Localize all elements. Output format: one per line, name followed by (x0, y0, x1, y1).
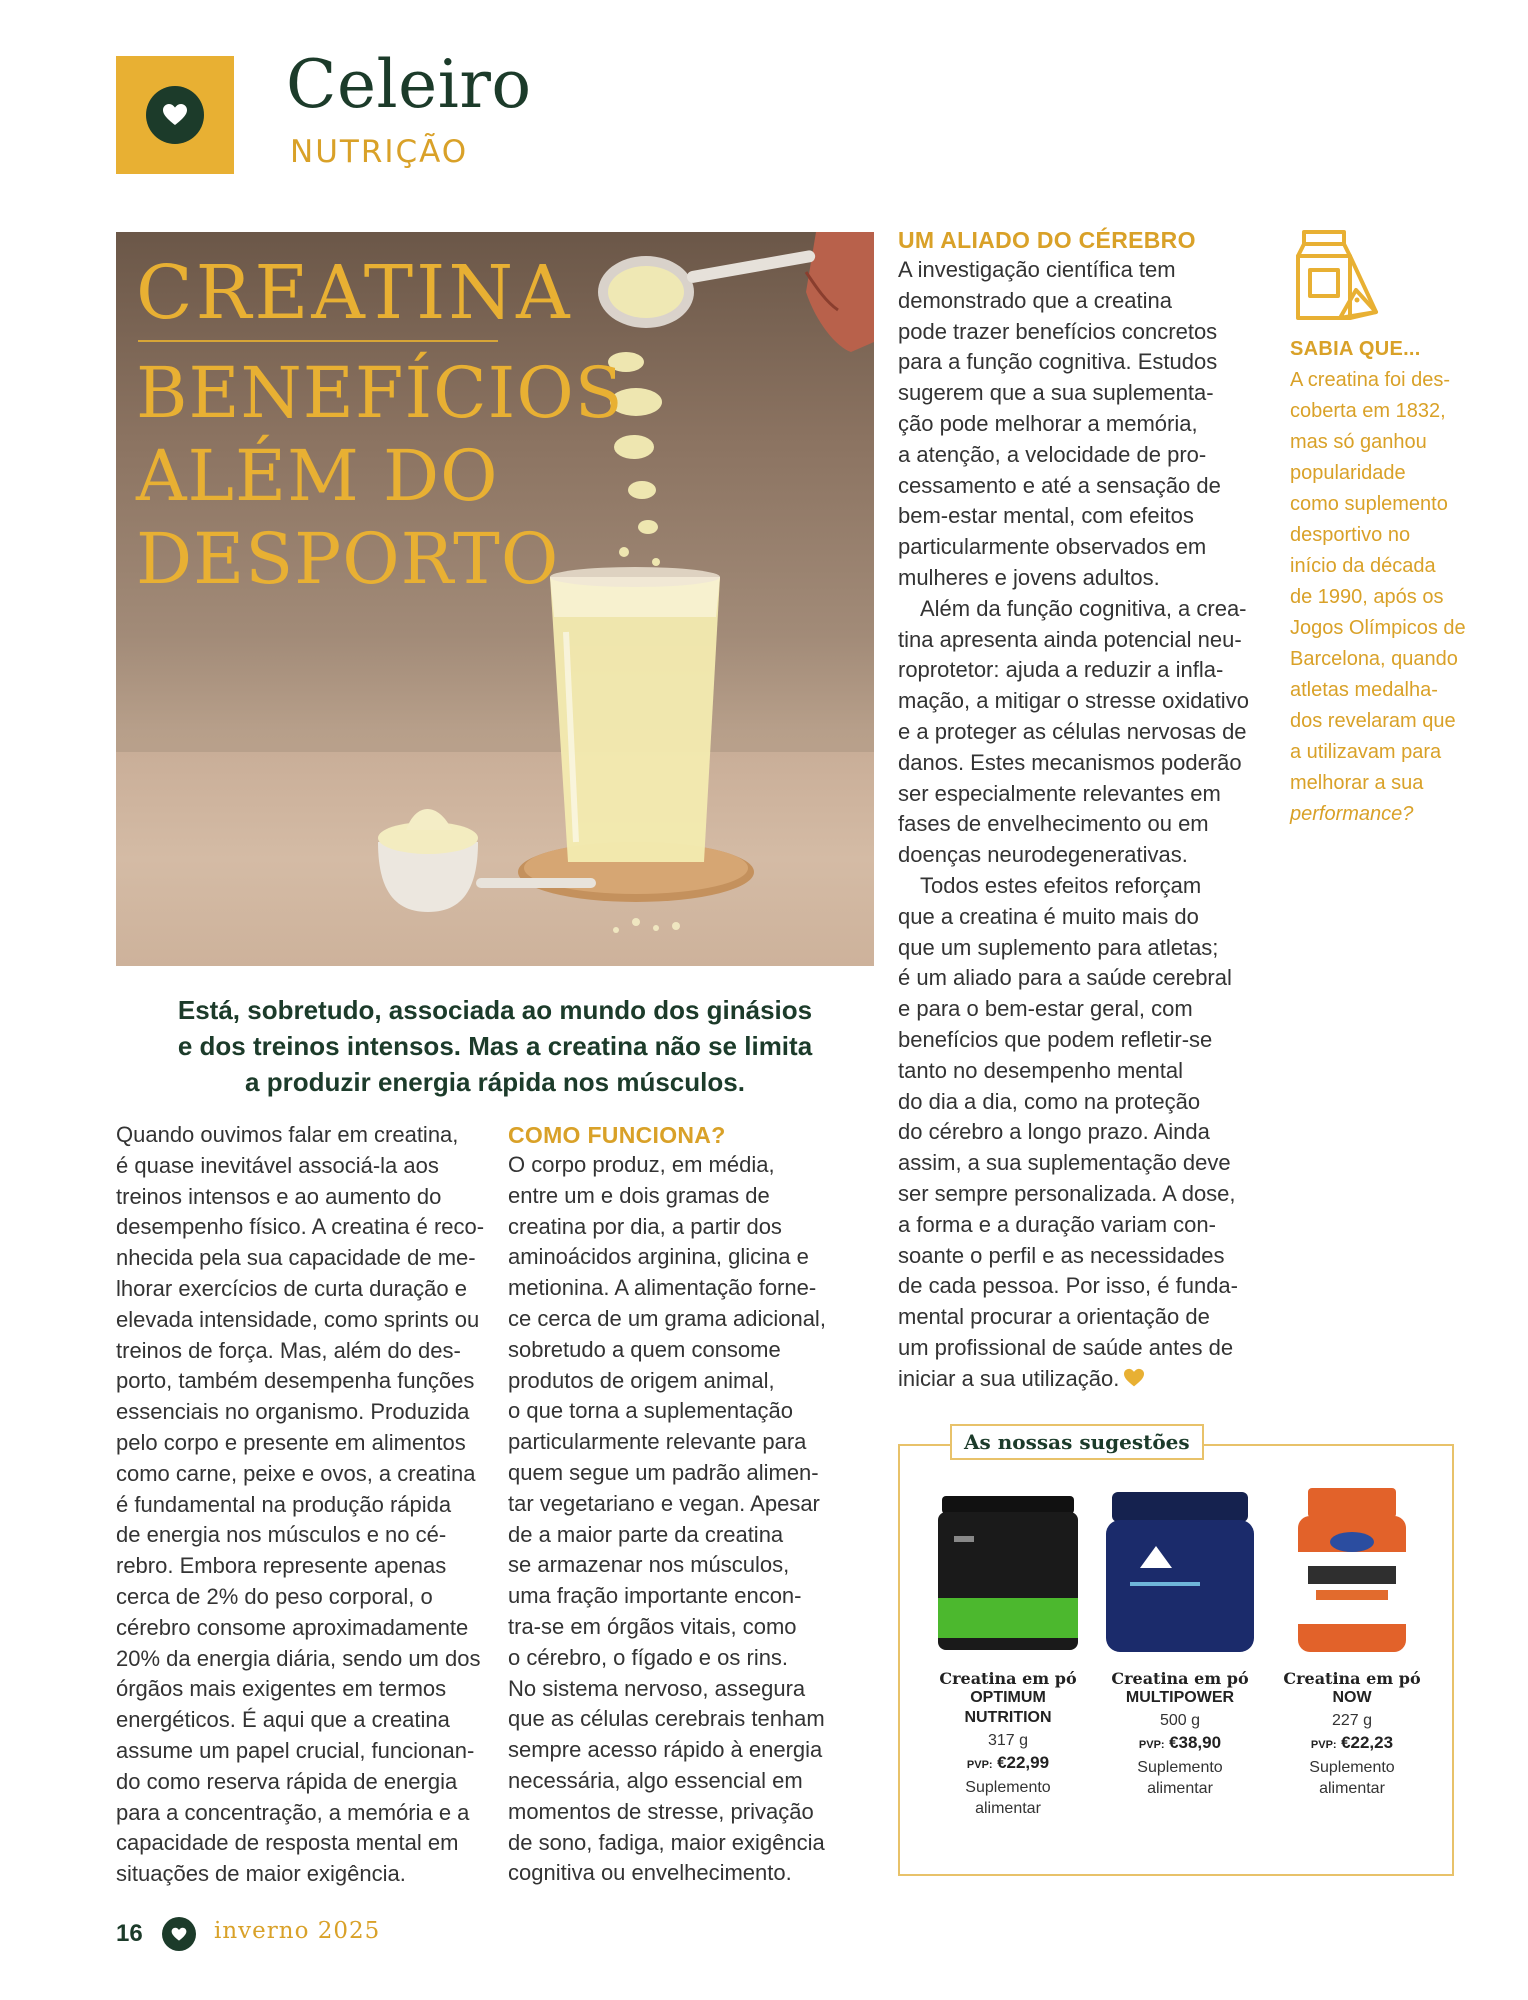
pvp-label: PVP: (1310, 1739, 1337, 1751)
text-line: nhecida pela sua capacidade de me- (116, 1245, 476, 1271)
product-multipower-image (1100, 1486, 1260, 1656)
hero-subtitle-line: ALÉM DO (136, 435, 499, 517)
text-line: bem-estar mental, com efeitos (898, 503, 1194, 529)
sidebar-line: desportivo no (1290, 524, 1411, 546)
text-line: mulheres e jovens adultos. (898, 564, 1160, 590)
product-card[interactable] (1272, 1486, 1432, 1798)
text-line: a atenção, a velocidade de pro- (898, 441, 1207, 467)
text-line: assume um papel crucial, funcionan- (116, 1737, 475, 1763)
text-line: ce cerca de um grama adicional, (508, 1305, 826, 1331)
text-line: mental procurar a orientação de (898, 1304, 1210, 1330)
section-label: NUTRIÇÃO (290, 134, 469, 170)
text-line: No sistema nervoso, assegura (508, 1675, 806, 1701)
product-card[interactable] (1100, 1486, 1260, 1798)
text-line: 20% da energia diária, sendo um dos (116, 1645, 481, 1671)
text-line: cerca de 2% do peso corporal, o (116, 1583, 433, 1609)
hero-divider (138, 340, 498, 342)
text-line: rebro. Embora represente apenas (116, 1553, 447, 1579)
sidebar-line: dos revelaram que (1290, 710, 1456, 732)
pvp-label: PVP: (966, 1759, 993, 1771)
lead-paragraph (116, 992, 874, 1100)
milk-carton-icon (1290, 228, 1382, 322)
product-price (1100, 1732, 1260, 1756)
sidebar-line: performance? (1290, 803, 1414, 825)
heart-icon (162, 103, 188, 127)
sidebar-line: A creatina foi des- (1290, 369, 1451, 391)
product-type: Suplemento (1309, 1759, 1395, 1776)
product-type: alimentar (1319, 1780, 1385, 1797)
product-type: Suplemento (1137, 1759, 1223, 1776)
hero-subtitle (136, 352, 624, 601)
section-heading: UM ALIADO DO CÉREBRO (898, 227, 1196, 253)
text-line: benefícios que podem refletir-se (898, 1026, 1213, 1052)
suggestions-box (898, 1430, 1454, 1876)
text-line-end: iniciar a sua utilização. (898, 1365, 1120, 1391)
text-line: treinos intensos e ao aumento do (116, 1183, 442, 1209)
text-line: tra-se em órgãos vitais, como (508, 1613, 797, 1639)
text-line: um profissional de saúde antes de (898, 1334, 1234, 1360)
product-name: Creatina em pó (939, 1669, 1077, 1688)
text-line: de energia nos músculos e no cé- (116, 1522, 447, 1548)
text-line: A investigação científica tem (898, 257, 1176, 282)
text-line: do cérebro a longo prazo. Ainda (898, 1119, 1210, 1145)
sidebar-line: popularidade (1290, 462, 1406, 484)
text-line: como carne, peixe e ovos, a creatina (116, 1460, 476, 1486)
text-line: assim, a sua suplementação deve (898, 1150, 1231, 1176)
body-column-1 (116, 1120, 496, 1890)
text-line: aminoácidos arginina, glicina e (508, 1244, 809, 1270)
text-line: entre um e dois gramas de (508, 1182, 770, 1208)
text-line: Além da função cognitiva, a crea- (920, 595, 1247, 621)
product-price (928, 1752, 1088, 1776)
text-line: necessária, algo essencial em (508, 1767, 803, 1793)
text-line: pode trazer benefícios concretos (898, 318, 1218, 344)
text-line: para a concentração, a memória e a (116, 1799, 470, 1825)
text-line: cessamento e até a sensação de (898, 472, 1221, 498)
text-line: ser sempre personalizada. A dose, (898, 1180, 1236, 1206)
product-size: 227 g (1331, 1712, 1373, 1729)
hero-title: CREATINA (136, 250, 573, 336)
text-line: é quase inevitável associá-la aos (116, 1152, 439, 1178)
heart-icon (1123, 1368, 1145, 1388)
text-line: demonstrado que a creatina (898, 287, 1172, 313)
issue-season: inverno 2025 (214, 1918, 381, 1944)
sidebar-line: atletas medalha- (1290, 679, 1438, 701)
product-name: Creatina em pó (1283, 1669, 1421, 1688)
heart-logo-circle (146, 86, 204, 144)
text-line: Quando ouvimos falar em creatina, (116, 1122, 459, 1147)
text-line: lhorar exercícios de curta duração e (116, 1275, 467, 1301)
text-line: capacidade de resposta mental em (116, 1830, 459, 1856)
text-line: ser especialmente relevantes em (898, 780, 1221, 806)
brand-logo (116, 56, 234, 174)
text-line: quem segue um padrão alimen- (508, 1459, 819, 1485)
text-line: produtos de origem animal, (508, 1367, 775, 1393)
text-line: tar vegetariano e vegan. Apesar (508, 1490, 820, 1516)
text-line: sobretudo a quem consome (508, 1336, 781, 1362)
text-line: creatina por dia, a partir dos (508, 1213, 782, 1239)
text-line: que um suplemento para atletas; (898, 934, 1219, 960)
text-line: essenciais no organismo. Produzida (116, 1399, 470, 1425)
text-line: o que torna a suplementação (508, 1398, 793, 1424)
text-line: órgãos mais exigentes em termos (116, 1676, 447, 1702)
sidebar-line: como suplemento (1290, 493, 1448, 515)
sidebar-line: de 1990, após os (1290, 586, 1444, 608)
sidebar-line: Barcelona, quando (1290, 648, 1458, 670)
text-line: tina apresenta ainda potencial neu- (898, 626, 1242, 652)
sidebar-line: a utilizavam para (1290, 741, 1442, 763)
text-line: é fundamental na produção rápida (116, 1491, 452, 1517)
text-line: soante o perfil e as necessidades (898, 1242, 1225, 1268)
text-line: particularmente relevante para (508, 1429, 807, 1455)
text-line: de sono, fadiga, maior exigência (508, 1829, 825, 1855)
brand-name: Celeiro (286, 46, 532, 123)
text-line: mação, a mitigar o stresse oxidativo (898, 688, 1249, 714)
text-line: de cada pessoa. Por isso, é funda- (898, 1273, 1238, 1299)
price-value: €22,23 (1341, 1733, 1394, 1752)
sidebar-line: mas só ganhou (1290, 431, 1427, 453)
text-line: a forma e a duração variam con- (898, 1211, 1216, 1237)
text-line: danos. Estes mecanismos poderão (898, 749, 1242, 775)
product-type: Suplemento (965, 1779, 1051, 1796)
text-line: uma fração importante encon- (508, 1583, 802, 1609)
product-type: alimentar (1147, 1780, 1213, 1797)
product-name: Creatina em pó (1111, 1669, 1249, 1688)
body-column-2 (508, 1120, 880, 1889)
suggestions-title: As nossas sugestões (950, 1424, 1204, 1460)
text-line: pelo corpo e presente em alimentos (116, 1429, 466, 1455)
price-value: €22,99 (997, 1753, 1050, 1772)
product-size: 317 g (987, 1732, 1029, 1749)
sidebar-line: início da década (1290, 555, 1436, 577)
heart-icon (171, 1927, 187, 1942)
body-column-3 (898, 225, 1268, 1394)
hero-image (116, 232, 874, 966)
text-line: se armazenar nos músculos, (508, 1552, 790, 1578)
text-line: tanto no desempenho mental (898, 1057, 1183, 1083)
text-line: metionina. A alimentação forne- (508, 1275, 817, 1301)
text-line: sugerem que a sua suplementa- (898, 380, 1214, 406)
product-type: alimentar (975, 1800, 1041, 1817)
sidebar-line: melhorar a sua (1290, 772, 1424, 794)
text-line: doenças neurodegenerativas. (898, 842, 1188, 868)
text-line: ção pode melhorar a memória, (898, 410, 1198, 436)
sidebar-line: coberta em 1832, (1290, 400, 1446, 422)
text-line: particularmente observados em (898, 534, 1207, 560)
product-brand: NUTRITION (964, 1709, 1052, 1726)
section-heading: COMO FUNCIONA? (508, 1122, 726, 1148)
text-line: do dia a dia, como na proteção (898, 1088, 1201, 1114)
product-optimum-image (928, 1486, 1088, 1656)
price-value: €38,90 (1169, 1733, 1222, 1752)
text-line: energéticos. É aqui que a creatina (116, 1707, 450, 1733)
text-line: situações de maior exigência. (116, 1861, 406, 1887)
text-line: sempre acesso rápido à energia (508, 1737, 823, 1763)
product-brand: OPTIMUM (970, 1689, 1046, 1706)
text-line: cognitiva ou envelhecimento. (508, 1860, 792, 1886)
hero-subtitle-line: BENEFÍCIOS (136, 352, 624, 434)
text-line (898, 1364, 1268, 1395)
text-line: O corpo produz, em média, (508, 1152, 775, 1177)
text-line: de a maior parte da creatina (508, 1521, 784, 1547)
product-price (1272, 1732, 1432, 1756)
text-line: é um aliado para a saúde cerebral (898, 965, 1232, 991)
hero-subtitle-line: DESPORTO (136, 518, 560, 600)
product-card[interactable] (928, 1486, 1088, 1818)
lead-line: Está, sobretudo, associada ao mundo dos ginásios (177, 995, 813, 1025)
product-size: 500 g (1159, 1712, 1201, 1729)
lead-line: e dos treinos intensos. Mas a creatina não se limita (177, 1031, 813, 1061)
text-line: que as células cerebrais tenham (508, 1706, 825, 1732)
text-line: elevada intensidade, como sprints ou (116, 1306, 480, 1332)
lead-line: a produzir energia rápida nos músculos. (245, 1067, 745, 1097)
text-line: cérebro consome aproximadamente (116, 1614, 469, 1640)
sidebar-heading: SABIA QUE... (1290, 338, 1421, 360)
sidebar-line: Jogos Olímpicos de (1290, 617, 1466, 639)
text-line: que a creatina é muito mais do (898, 903, 1199, 929)
text-line: porto, também desempenha funções (116, 1368, 475, 1394)
text-line: do como reserva rápida de energia (116, 1768, 458, 1794)
page-number: 16 (116, 1920, 143, 1947)
text-line: fases de envelhecimento ou em (898, 811, 1209, 837)
text-line: roprotetor: ajuda a reduzir a infla- (898, 657, 1224, 683)
product-brand: MULTIPOWER (1125, 1689, 1235, 1706)
text-line: e para o bem-estar geral, com (898, 996, 1193, 1022)
footer-heart-circle (162, 1917, 196, 1951)
text-line: e a proteger as células nervosas de (898, 718, 1247, 744)
pvp-label: PVP: (1138, 1739, 1165, 1751)
text-line: momentos de stresse, privação (508, 1798, 814, 1824)
text-line: para a função cognitiva. Estudos (898, 349, 1218, 375)
did-you-know-sidebar (1290, 334, 1490, 830)
product-now-image (1272, 1486, 1432, 1656)
text-line: o cérebro, o fígado e os rins. (508, 1644, 789, 1670)
product-brand: NOW (1332, 1689, 1372, 1706)
text-line: desempenho físico. A creatina é reco- (116, 1214, 485, 1240)
text-line: treinos de força. Mas, além do des- (116, 1337, 461, 1363)
text-line: Todos estes efeitos reforçam (920, 872, 1202, 898)
